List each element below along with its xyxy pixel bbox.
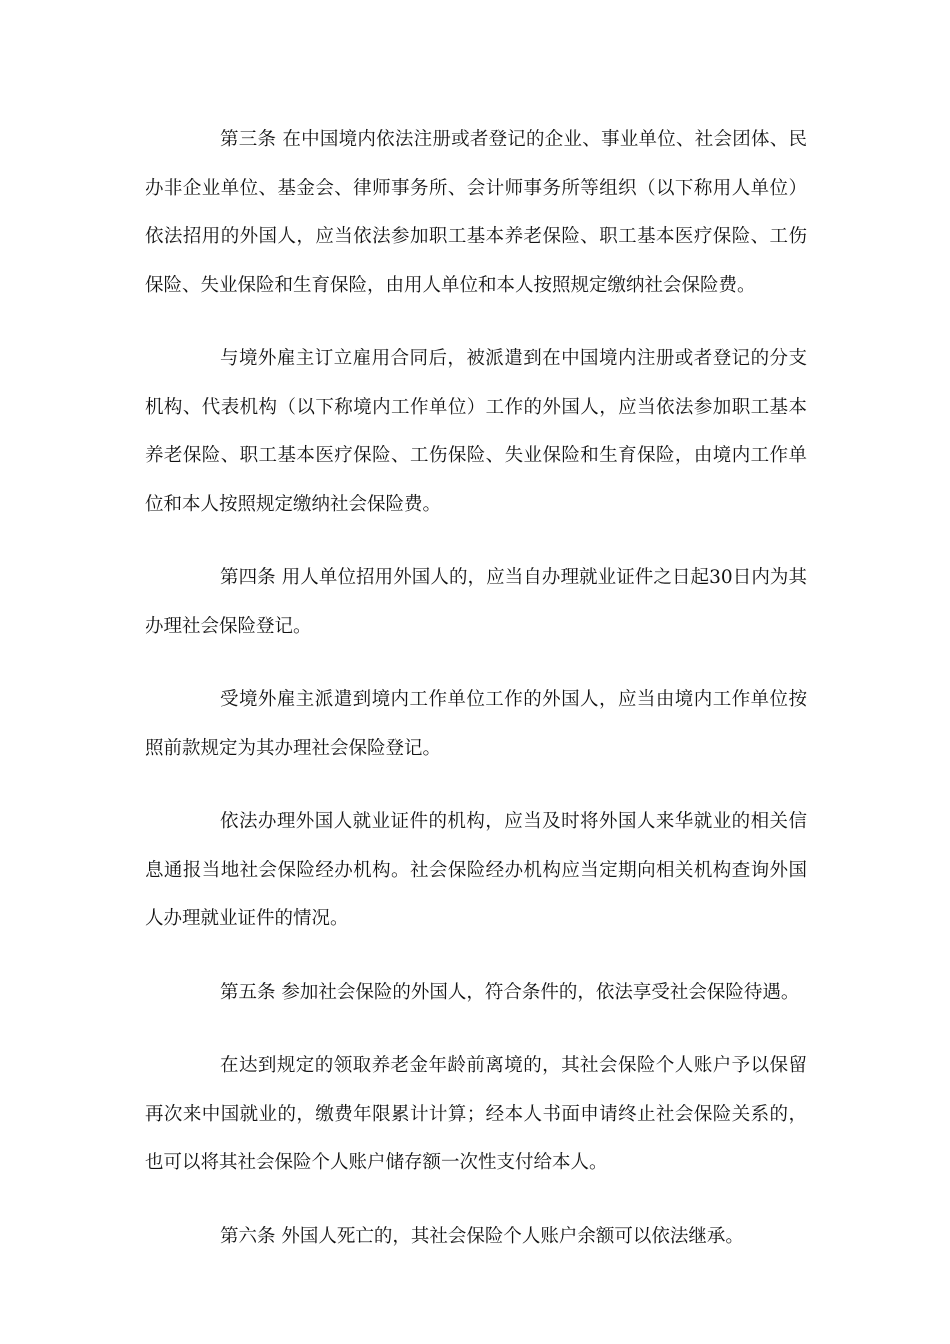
paragraph-article-4-notification: 依法办理外国人就业证件的机构，应当及时将外国人来华就业的相关信息通报当地社会保险经办机构。社会保险经办机构应当定期向相关机构查询外国人办理就业证件的情况。 [145, 811, 807, 929]
paragraph-article-4: 第四条 用人单位招用外国人的，应当自办理就业证件之日起30日内为其办理社会保险登记。 [145, 567, 807, 637]
paragraph-article-5: 第五条 参加社会保险的外国人，符合条件的，依法享受社会保险待遇。 [220, 981, 800, 1003]
paragraph-article-6: 第六条 外国人死亡的，其社会保险个人账户余额可以依法继承。 [220, 1225, 744, 1247]
paragraph-article-4-dispatched: 受境外雇主派遣到境内工作单位工作的外国人，应当由境内工作单位按照前款规定为其办理社会保险登记。 [145, 689, 807, 759]
document-body [145, 116, 807, 1261]
paragraph-article-3: 第三条 在中国境内依法注册或者登记的企业、事业单位、社会团体、民办非企业单位、基金会、律师事务所、会计师事务所等组织（以下称用人单位）依法招用的外国人，应当依法参加职工基本养老保险、职工基本医疗保险、工伤保险、失业保险和生育保险，由用人单位和本人按照规定缴纳社会保险费。 [145, 129, 807, 296]
paragraph-article-3-dispatched: 与境外雇主订立雇用合同后，被派遣到在中国境内注册或者登记的分支机构、代表机构（以下称境内工作单位）工作的外国人，应当依法参加职工基本养老保险、职工基本医疗保险、工伤保险、失业保险和生育保险，由境内工作单位和本人按照规定缴纳社会保险费。 [145, 348, 807, 515]
paragraph-article-5-departure: 在达到规定的领取养老金年龄前离境的，其社会保险个人账户予以保留再次来中国就业的，缴费年限累计计算；经本人书面申请终止社会保险关系的，也可以将其社会保险个人账户储存额一次性支付给本人。 [145, 1055, 807, 1173]
